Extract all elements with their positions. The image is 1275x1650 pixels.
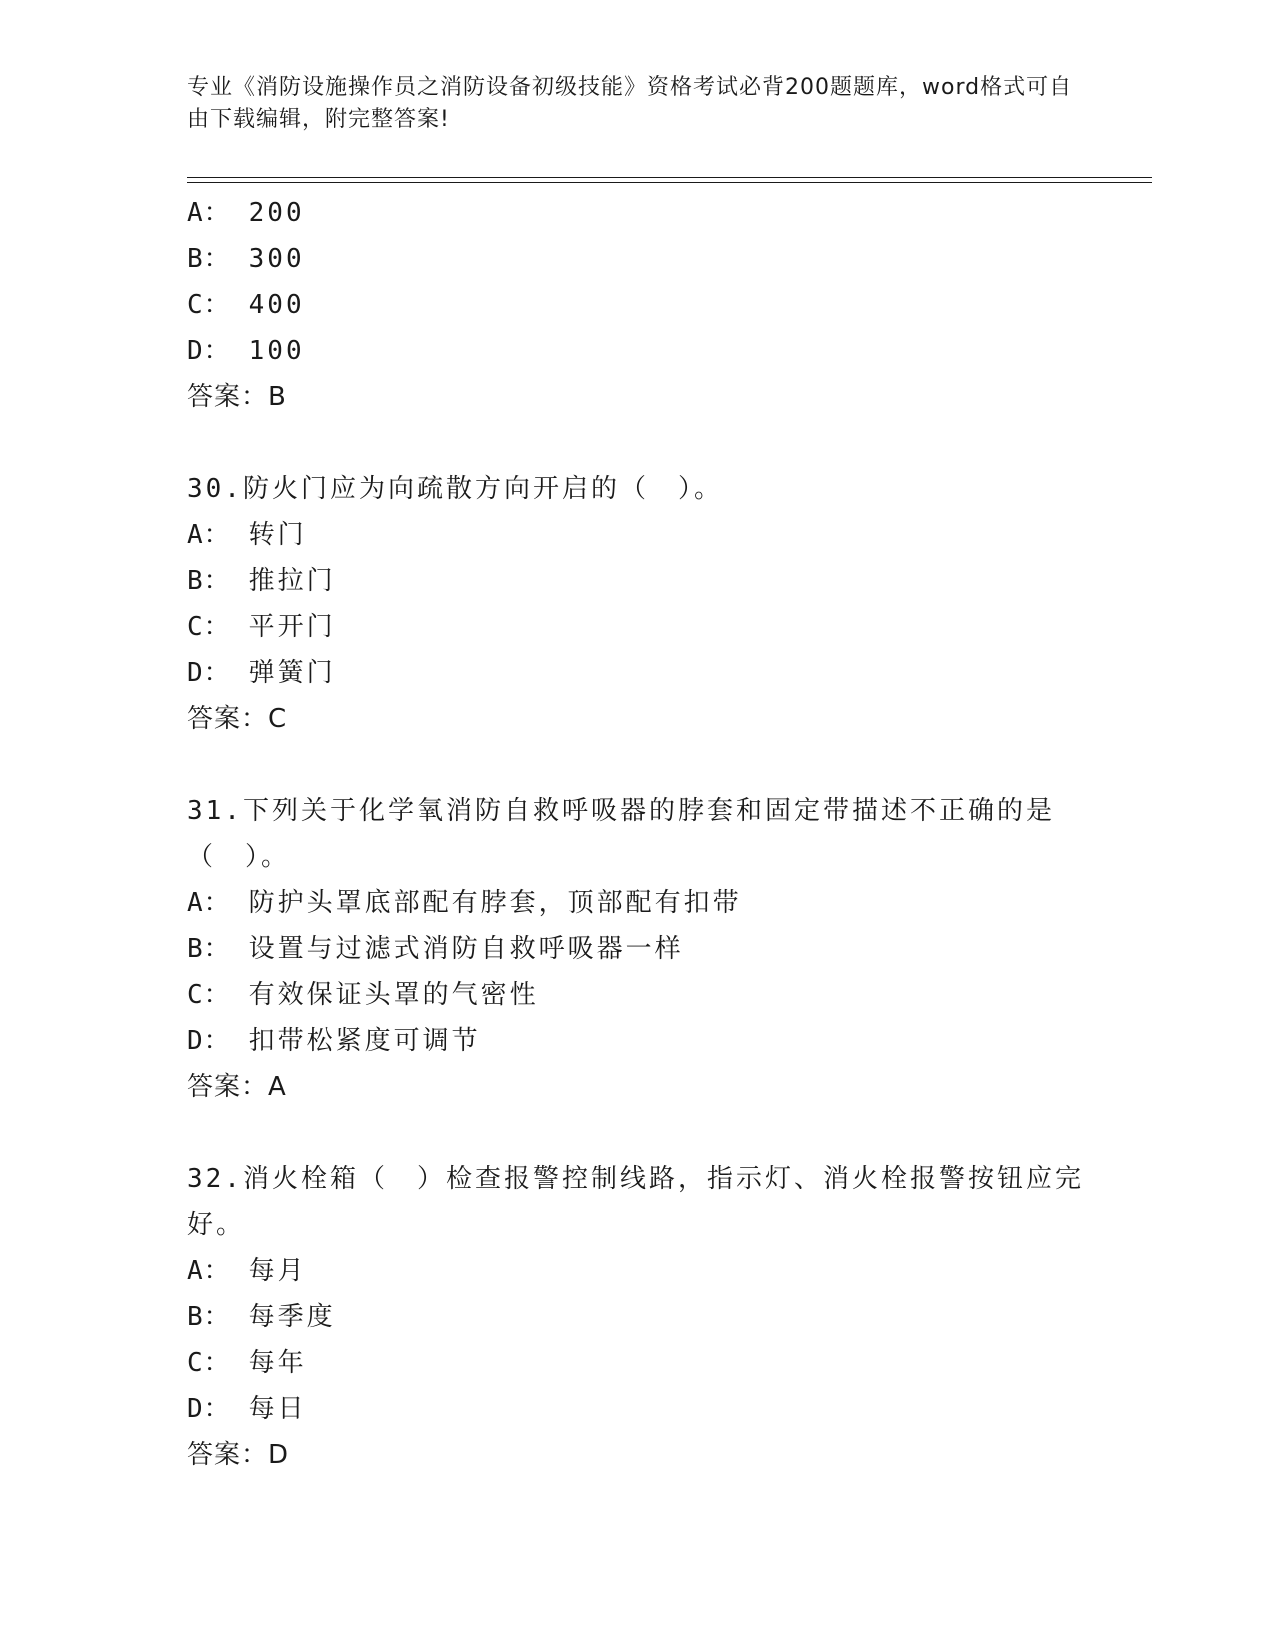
question-text: 31.下列关于化学氧消防自救呼吸器的脖套和固定带描述不正确的是（ ）。: [187, 796, 1055, 872]
option-label: D：: [187, 658, 231, 688]
option-d: [187, 1386, 1087, 1432]
option-text: 有效保证头罩的气密性: [248, 980, 539, 1010]
option-text: 转门: [248, 520, 307, 550]
spacer: [187, 742, 1087, 788]
question-block-30: [187, 466, 1087, 742]
option-label: C：: [187, 290, 231, 320]
option-text: 防护头罩底部配有脖套，顶部配有扣带: [248, 888, 742, 918]
option-label: C：: [187, 1348, 231, 1378]
option-a: [187, 880, 1087, 926]
option-label: B：: [187, 244, 231, 274]
option-label: D：: [187, 1394, 231, 1424]
spacer: [187, 1110, 1087, 1156]
option-label: B：: [187, 1302, 231, 1332]
option-label: C：: [187, 980, 231, 1010]
spacer: [187, 420, 1087, 466]
option-label: B：: [187, 566, 231, 596]
answer-line: 答案：B: [187, 382, 287, 412]
answer-line: 答案：A: [187, 1072, 287, 1102]
option-a: [187, 190, 1087, 236]
option-label: A：: [187, 520, 231, 550]
option-text: 300: [248, 244, 305, 274]
header-divider-top: [187, 177, 1152, 178]
question-text: 32.消火栓箱（ ）检查报警控制线路，指示灯、消火栓报警按钮应完好。: [187, 1164, 1084, 1240]
option-c: [187, 282, 1087, 328]
option-b: [187, 558, 1087, 604]
option-d: [187, 328, 1087, 374]
question-block-continued: [187, 190, 1087, 420]
option-a: [187, 1248, 1087, 1294]
header-divider-bottom: [187, 182, 1152, 183]
option-b: [187, 1294, 1087, 1340]
option-c: [187, 604, 1087, 650]
answer-line: 答案：D: [187, 1440, 290, 1470]
option-label: A：: [187, 198, 231, 228]
page-header-title: 专业《消防设施操作员之消防设备初级技能》资格考试必背200题题库，word格式可自由下载编辑，附完整答案!: [187, 75, 1073, 132]
question-block-31: [187, 788, 1087, 1110]
option-text: 推拉门: [248, 566, 336, 596]
option-text: 平开门: [248, 612, 336, 642]
option-label: A：: [187, 1256, 231, 1286]
option-label: A：: [187, 888, 231, 918]
option-label: C：: [187, 612, 231, 642]
option-text: 400: [248, 290, 305, 320]
option-c: [187, 1340, 1087, 1386]
option-d: [187, 1018, 1087, 1064]
option-text: 每季度: [248, 1302, 336, 1332]
option-a: [187, 512, 1087, 558]
option-text: 100: [248, 336, 305, 366]
option-text: 每年: [248, 1348, 307, 1378]
question-text: 30.防火门应为向疏散方向开启的（ ）。: [187, 474, 723, 504]
option-text: 每月: [248, 1256, 307, 1286]
option-text: 200: [248, 198, 305, 228]
option-c: [187, 972, 1087, 1018]
option-b: [187, 236, 1087, 282]
question-block-32: [187, 1156, 1087, 1478]
option-text: 扣带松紧度可调节: [248, 1026, 481, 1056]
option-text: 设置与过滤式消防自救呼吸器一样: [248, 934, 684, 964]
option-text: 每日: [248, 1394, 307, 1424]
answer-line: 答案：C: [187, 704, 288, 734]
question-list: [187, 190, 1087, 1478]
option-b: [187, 926, 1087, 972]
option-text: 弹簧门: [248, 658, 336, 688]
option-label: D：: [187, 1026, 231, 1056]
option-label: D：: [187, 336, 231, 366]
option-label: B：: [187, 934, 231, 964]
option-d: [187, 650, 1087, 696]
